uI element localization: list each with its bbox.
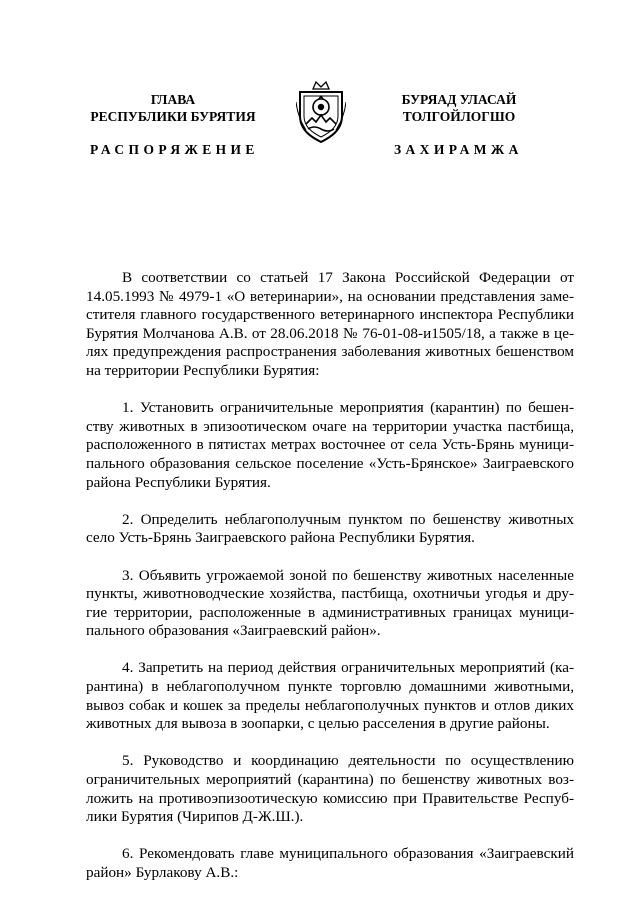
header-left-line-1: ГЛАВА — [150, 92, 196, 107]
doc-type-ru: РАСПОРЯЖЕНИЕ — [90, 142, 259, 157]
clause-5-paragraph: 5. Руководство и координацию деятельности по осуществлению ограничительных мероприятий (карантина) по бешенству животных возложить на противоэпизоотическую комиссию при Правительстве Республики Бурятия (Чирипов Д-Ж.Ш.). — [86, 752, 574, 826]
clause-3-paragraph: 3. Объявить угрожаемой зоной по бешенству животных населенные пункты, животноводческие хозяйства, пастбища, охотничьи угодья и другие территории, расположенные в административных границах муниципального образования «Заиграевский район». — [86, 566, 574, 640]
header-right-block — [354, 91, 564, 125]
clause-6-paragraph: 6. Рекомендовать главе муниципального образования «Заиграевский район» Бурлакову А.В.: — [86, 845, 574, 881]
header-right-line-1: БУРЯАД УЛАСАЙ — [401, 92, 517, 107]
header-right-line-2: ТОЛГОЙЛОГШО — [402, 109, 516, 124]
preamble-paragraph: В соответствии со статьей 17 Закона Российской Федерации от 14.05.1993 № 4979-1 «О ветеринарии», на основании представления заместителя главного государственного ветеринарного инспектора Республики Бурятия Молчанова А.В. от 28.06.2018 № 76-01-08-и1505/18, а также в целях предупреждения распространения заболевания животных бешенством на территории Республики Бурятия: — [86, 269, 574, 379]
clause-2-paragraph: 2. Определить неблагополучным пунктом по бешенству животных село Усть-Брянь Заиграевского района Республики Бурятия. — [86, 510, 574, 547]
coat-of-arms-icon — [296, 80, 346, 144]
header-left-line-2: РЕСПУБЛИКИ БУРЯТИЯ — [90, 109, 256, 124]
header-left-block — [68, 91, 278, 125]
document-body — [86, 269, 574, 901]
clause-1-paragraph: 1. Установить ограничительные мероприятия (карантин) по бешенству животных в эпизоотическом очаге на территории участка пастбища, расположенного в пятистах метрах восточнее от села Усть-Брянь муниципального образования сельское поселение «Усть-Брянское» Заиграевского района Республики Бурятия. — [86, 399, 574, 491]
doc-type-bua: ЗАХИРАМЖА — [394, 142, 523, 157]
clause-4-paragraph: 4. Запретить на период действия ограничительных мероприятий (карантина) в неблагополучном пункте торговлю домашними животными, вывоз собак и кошек за пределы неблагополучных пунктов и отлов диких животных для вывоза в зоопарки, с целью расселения в другие районы. — [86, 659, 574, 733]
